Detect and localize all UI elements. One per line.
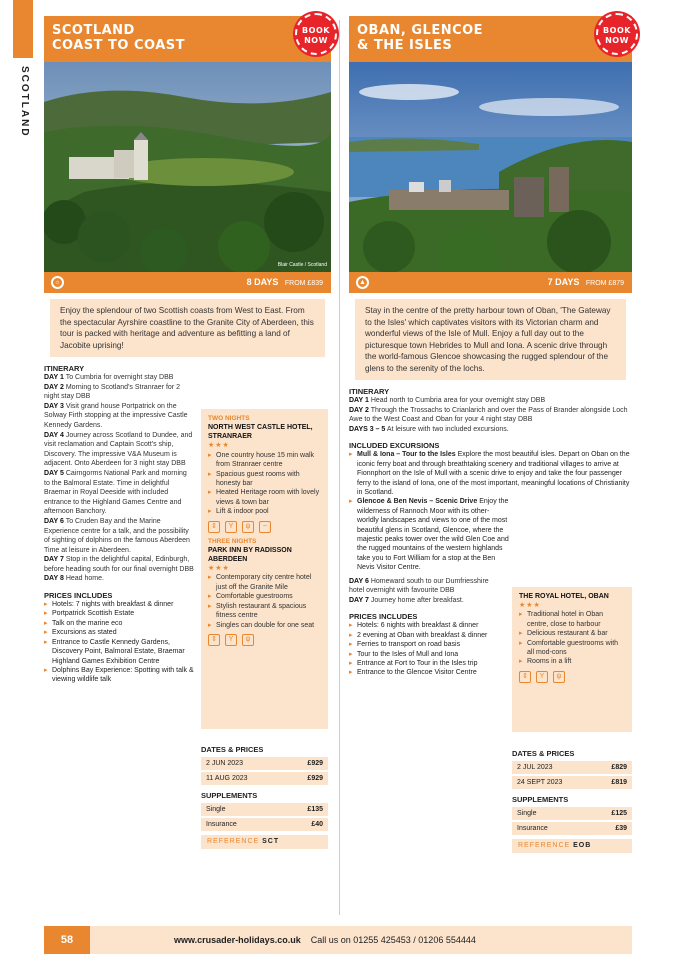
include-item: ▸ Excursions as stated: [44, 628, 194, 637]
hotel-name: NORTH WEST CASTLE HOTEL, STRANRAER: [208, 424, 313, 441]
section-label: SCOTLAND: [19, 66, 30, 138]
itinerary-day: DAY 7 Journey home after breakfast.: [349, 596, 464, 604]
date-row: 2 JUL 2023 £829: [512, 761, 632, 774]
dates-prices-block: [512, 743, 632, 853]
bar-icon: Y: [536, 671, 548, 683]
itinerary-day: DAY 7 Stop in the delightful capital, Edinburgh, before heading south for our final overnight DBB: [44, 556, 194, 573]
page-number: 58: [44, 926, 90, 954]
include-item: ▸ Hotels: 7 nights with breakfast & dinner: [44, 600, 194, 609]
prices-include-heading: PRICES INCLUDES: [44, 591, 113, 601]
hotel-feature: ▸ Heated Heritage room with lovely views & town bar: [208, 488, 321, 507]
hotel-feature: ▸ Comfortable guestrooms with all mod-cons: [519, 639, 625, 658]
hotel-stars: ★★★: [208, 565, 230, 573]
itinerary-day: DAY 6 Homeward south to our Dumfriesshire hotel overnight with favourite DBB: [349, 577, 489, 595]
footer-contact: [174, 926, 476, 954]
supplement-row: Single £125: [512, 807, 632, 820]
tour-title: [349, 16, 632, 62]
itinerary-list-end: [349, 577, 499, 606]
supplement-row: Insurance £40: [201, 818, 328, 831]
price-bar: [349, 272, 632, 293]
tour-title: [44, 16, 331, 62]
hotel-nights: THREE NIGHTS: [208, 537, 257, 545]
hotel-feature: ▸ Stylish restaurant & spacious fitness centre: [208, 602, 321, 621]
itinerary-list: [44, 373, 194, 584]
tour-intro: Enjoy the splendour of two Scottish coasts from West to East. From the spectacular Ayrshire coastline to the Granite City of Aberdeen, this tour is packed with heritage and adventure as befitting a land of Jacobite uprising!: [50, 299, 325, 357]
itinerary-list: [349, 396, 632, 434]
restaurant-icon: ψ: [242, 634, 254, 646]
excursion-item: ▸ Mull & Iona – Tour to the Isles Explore the most beautiful isles. Depart on Oban on the iconic ferry boat and through breathtaking scenery and traditional villages to arrive at Fionnphort on the Isle of Mull with a scenic drive to enjoy and take the four passenger ferry to the island of Iona, one of the most important, meaningful locations of Christianity in Scotland.: [349, 450, 632, 497]
hotel-name: THE ROYAL HOTEL, OBAN: [519, 593, 609, 600]
tour-title-line2: & THE ISLES: [357, 38, 453, 53]
tour-title-line1: SCOTLAND: [52, 23, 135, 38]
sun-icon: ☼: [51, 276, 64, 289]
hotel-facility-icons: [519, 671, 625, 683]
hotel-feature: ▸ Contemporary city centre hotel just off the Granite Mile: [208, 573, 321, 592]
include-item: ▸ 2 evening at Oban with breakfast & dinner: [349, 631, 499, 640]
excursion-item: ▸ Glencoe & Ben Nevis – Scenic Drive Enjoy the wilderness of Rannoch Moor with its other-worldly landscapes and views to one of the most beautiful glens in Scotland, Glencoe, where the majestic peaks tower over the wild Glen Coe and the rugged mountains of the western highlands take you to Fort William for a stop at the Ben Nevis Visitor Centre.: [349, 497, 509, 572]
tour-days: 7 DAYS: [547, 277, 580, 287]
lift-icon: ⇕: [208, 634, 220, 646]
bar-icon: Y: [225, 521, 237, 533]
supplement-row: Single £135: [201, 803, 328, 816]
column-divider: [339, 20, 340, 915]
itinerary-day: DAY 1 Head north to Cumbria area for your overnight stay DBB: [349, 397, 546, 404]
tour-title-line1: OBAN, GLENCOE: [357, 23, 484, 38]
excursions-heading: INCLUDED EXCURSIONS: [349, 441, 440, 451]
tour-photo: [44, 62, 331, 272]
restaurant-icon: ψ: [242, 521, 254, 533]
hotel-feature: ▸ Rooms in a lift: [519, 657, 625, 666]
itinerary-day: DAY 6 To Cruden Bay and the Marine Experience centre for a talk, and the possibility of sighting of dolphins on the famous Aberdeen Time at leisure in Aberdeen.: [44, 517, 190, 554]
tour-days: 8 DAYS: [246, 277, 279, 287]
dates-heading: DATES & PRICES: [512, 749, 575, 758]
hotel-name: PARK INN BY RADISSON ABERDEEN: [208, 547, 292, 564]
include-item: ▸ Portpatrick Scottish Estate: [44, 609, 194, 618]
itinerary-day: DAY 1 To Cumbria for overnight stay DBB: [44, 374, 174, 381]
mountain-icon: ▲: [356, 276, 369, 289]
lift-icon: ⇕: [208, 521, 220, 533]
include-item: ▸ Entrance to the Glencoe Visitor Centre: [349, 668, 499, 677]
itinerary-heading: ITINERARY: [44, 364, 85, 373]
photo-credit: Blair Castle / Scotland: [277, 262, 327, 268]
hotel-feature: ▸ Comfortable guestrooms: [208, 592, 321, 601]
date-row: 24 SEPT 2023 £819: [512, 776, 632, 789]
hotel-feature: ▸ Traditional hotel in Oban centre, close to harbour: [519, 610, 625, 629]
hotel-stars: ★★★: [519, 602, 541, 609]
website-link[interactable]: www.crusader-holidays.co.uk: [174, 935, 301, 945]
itinerary-day: DAYS 3 – 5 At leisure with two included excursions.: [349, 425, 509, 433]
page-footer: [44, 926, 632, 954]
tour-intro: Stay in the centre of the pretty harbour town of Oban, 'The Gateway to the Isles' which captivates visitors with its Victorian charm and wonderful views of the Isle of Mull. Enjoy a full day out to the picturesque town Hebrides to Mull and Iona. A scenic drive through the world-famous Glencoe showcasing the rugged splendour of the glens to the serenity of the lochs.: [355, 299, 626, 380]
itinerary-heading: ITINERARY: [349, 387, 390, 396]
dates-prices-block: [201, 739, 328, 849]
supplements-heading: SUPPLEMENTS: [201, 791, 258, 800]
hotel-nights: TWO NIGHTS: [208, 415, 250, 422]
book-now-button[interactable]: BOOK NOW: [295, 13, 337, 55]
itinerary-day: DAY 5 Cairngorms National Park and morning to the Balmoral Estate. Time in delightful Braemar in Royal Deeside with included entrance to the Highland Games Centre and afternoon Banchory.: [44, 469, 187, 516]
include-item: ▸ Tour to the Isles of Mull and Iona: [349, 650, 499, 659]
prices-include-heading: PRICES INCLUDES: [349, 612, 418, 622]
tour-reference: REFERENCE EOB: [512, 839, 632, 853]
pool-icon: ~: [259, 521, 271, 533]
hotel-feature: ▸ Spacious guest rooms with honesty bar: [208, 470, 321, 489]
hotel-facility-icons: [208, 634, 321, 646]
date-row: 2 JUN 2023 £929: [201, 757, 328, 770]
include-item: ▸ Ferries to transport on road basis: [349, 640, 499, 649]
itinerary-day: DAY 2 Through the Trossachs to Crianlarich and over the Pass of Brander alongside Loch Awe to the West Coast and Oban for your 4 night stay DBB: [349, 406, 628, 424]
tour-oban-glencoe: [349, 16, 632, 907]
include-item: ▸ Dolphins Bay Experience: Spotting with talk & viewing wildlife talk: [44, 666, 194, 685]
include-item: ▸ Entrance at Fort to Tour in the Isles trip: [349, 659, 499, 668]
side-tab: [13, 0, 33, 58]
include-item: ▸ Hotels: 6 nights with breakfast & dinner: [349, 621, 499, 630]
tour-photo: [349, 62, 632, 272]
hotel-feature: ▸ Lift & indoor pool: [208, 507, 321, 516]
restaurant-icon: ψ: [553, 671, 565, 683]
tour-from-price: FROM £879: [585, 280, 624, 287]
book-now-button[interactable]: BOOK NOW: [596, 13, 638, 55]
itinerary-day: DAY 4 Journey across Scotland to Dundee, and visit reclamation and Captain Scott's ship, Discovery. The impressive V&A Museum is adjacent. Onto Aberdeen for 3 night stay DBB: [44, 431, 193, 468]
phone-text: Call us on 01255 425453 / 01206 554444: [310, 935, 476, 945]
include-item: ▸ Talk on the marine eco: [44, 619, 194, 628]
price-bar: [44, 272, 331, 293]
lift-icon: ⇕: [519, 671, 531, 683]
itinerary-day: DAY 8 Head home.: [44, 575, 104, 583]
hotel-feature: ▸ Delicious restaurant & bar: [519, 629, 625, 638]
tour-from-price: FROM £839: [284, 280, 323, 287]
date-row: 11 AUG 2023 £929: [201, 772, 328, 785]
tour-reference: REFERENCE SCT: [201, 835, 328, 849]
hotel-facility-icons: [208, 521, 321, 533]
supplements-heading: SUPPLEMENTS: [512, 795, 569, 804]
itinerary-day: DAY 3 Visit grand house Portpatrick on the Solway Firth stopping at the impressive Castle Kennedy Gardens.: [44, 402, 188, 429]
tour-title-line2: COAST TO COAST: [52, 38, 186, 53]
hotel-feature: ▸ Singles can double for one seat: [208, 621, 321, 630]
bar-icon: Y: [225, 634, 237, 646]
dates-heading: DATES & PRICES: [201, 745, 264, 754]
supplement-row: Insurance £39: [512, 822, 632, 835]
hotel-box: [512, 587, 632, 732]
hotel-feature: ▸ One country house 15 min walk from Stranraer centre: [208, 451, 321, 470]
tour-scotland-coast: [44, 16, 331, 897]
include-item: ▸ Entrance to Castle Kennedy Gardens, Discovery Point, Balmoral Estate, Braemar Highland Games Exhibition Centre: [44, 638, 194, 666]
hotel-box: [201, 409, 328, 729]
itinerary-day: DAY 2 Morning to Scotland's Stranraer for 2 night stay DBB: [44, 383, 180, 401]
hotel-stars: ★★★: [208, 442, 230, 450]
